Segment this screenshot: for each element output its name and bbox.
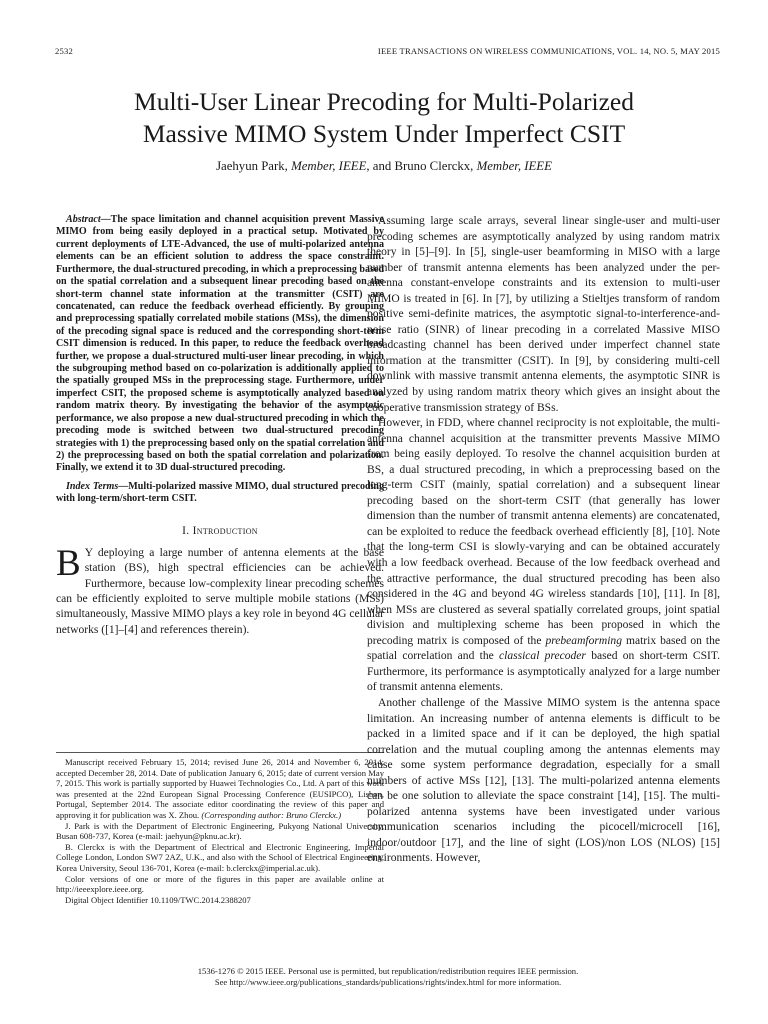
emphasis-prebeamforming: prebeamforming (545, 634, 622, 647)
index-terms-text: —Multi-polarized massive MIMO, dual structured precoding with long-term/short-term CSIT. (56, 480, 384, 505)
copyright-line-1: 1536-1276 © 2015 IEEE. Personal use is permitted, but republication/redistribution requires IEEE permission. (197, 966, 579, 976)
right-column (367, 214, 720, 867)
footnote-divider (56, 752, 384, 753)
footnote-park: J. Park is with the Department of Electronic Engineering, Pukyong National University, Busan 608-737, Korea (e-mail: jaehyun@pknu.ac.kr). (56, 820, 384, 842)
author-2-membership: Member, IEEE (476, 159, 552, 173)
section-heading (56, 525, 384, 537)
footnote-manuscript-text: Manuscript received February 15, 2014; revised June 26, 2014 and November 6, 2014; accepted December 28, 2014. Date of publication January 6, 2015; date of current version May 7, 2015. This work is partially supported by Huawei Technologies Co., Ltd. A part of this work was presented at the 22nd European Signal Processing Conference (EUSIPCO), Lisbon, Portugal, September 2014. The associate editor coordinating the review of this paper and approving it for publication was X. Zhou. (56, 757, 384, 820)
emphasis-classical-precoder: classical precoder (499, 650, 586, 663)
paragraph-2-part-1: However, in FDD, where channel reciprocity is not exploitable, the multi-antenna channel acquisition at the transmitter prevents Massive MIMO from being easily deployed. To resolve the channel acquisition burden at BS, a dual structured precoding, in which a preprocessing based on the long-term CSIT (mainly, spatial correlation) and a subsequent linear precoding based on the short-term CSIT (that generally has lower dimension than the number of transmit antenna elements) are concatenated, can be exploited to reduce the feedback overhead efficiently [8], [10]. Note that the long-term CSI is slowly-varying and can be obtained accurately with a low feedback overhead. Because of the low feedback overhead and the attractive performance, the dual structured precoding has been also considered in the 4G and beyond 4G wireless standards [10], [11]. In [8], when MSs are clustered as several spatially correlated groups, joint spatial division and multiplexing scheme has been proposed in which the precoding matrix is composed of the (367, 417, 720, 647)
title-line-2: Massive MIMO System Under Imperfect CSIT (142, 119, 626, 148)
intro-text: Y deploying a large number of antenna elements at the base station (BS), high spectral efficiencies can be achieved. Furthermore, because low-complexity linear precoding schemes can be efficiently exploited to serve multiple mobile stations (MSs) simultaneously, Massive MIMO plays a key role in beyond 4G cellular networks ([1]–[4] and references therein). (56, 546, 384, 636)
abstract (56, 214, 384, 475)
intro-paragraph (56, 542, 384, 638)
paper-title (40, 86, 728, 150)
journal-name: IEEE TRANSACTIONS ON WIRELESS COMMUNICATIONS, VOL. 14, NO. 5, MAY 2015 (377, 46, 720, 56)
footnote-corresponding: (Corresponding author: Bruno Clerckx.) (201, 809, 342, 820)
footnotes (56, 757, 384, 905)
copyright-line-2: See http://www.ieee.org/publications_standards/publications/rights/index.html for more information. (214, 977, 562, 988)
author-connector: , and Bruno Clerckx, (366, 159, 474, 173)
paragraph-2-part-3: based on short-term CSIT. Furthermore, its performance is asymptotically analyzed for a large number of transmit antenna elements. (367, 650, 720, 694)
section-title: Introduction (192, 524, 258, 537)
abstract-label: Abstract (66, 214, 101, 225)
copyright-notice (56, 966, 720, 988)
footnote-doi: Digital Object Identifier 10.1109/TWC.2014.2388207 (65, 894, 251, 905)
paragraph-2 (367, 416, 720, 696)
drop-cap: B (56, 542, 81, 584)
author-line (40, 159, 728, 174)
page-number: 2532 (55, 46, 73, 56)
footnote-clerckx: B. Clerckx is with the Department of Electrical and Electronic Engineering, Imperial College London, London SW7 2AZ, U.K., and also with the School of Electrical Engineering, Korea University, Seoul 136-701, Korea (e-mail: b.clerckx@imperial.ac.uk). (56, 841, 384, 873)
footnote-color: Color versions of one or more of the figures in this paper are available online at http://ieeexplore.ieee.org. (56, 873, 384, 895)
index-terms (56, 481, 384, 506)
left-column (56, 214, 384, 638)
section-number: I. (182, 524, 190, 537)
abstract-text: —The space limitation and channel acquisition prevent Massive MIMO from being easily deployed in a practical setup. Motivated by current deployments of LTE-Advanced, the use of multi-polarized antenna elements can be an efficient solution to address the space constraint. Furthermore, the dual-structured precoding, in which a preprocessing based on the spatial correlation and a subsequent linear precoding based on the short-term channel state information at the transmitter (CSIT) are concatenated, can reduce the feedback overhead efficiently. By grouping and preprocessing spatially correlated mobile stations (MSs), the dimension of the precoding signal space is reduced and the corresponding short-term CSIT dimension is reduced. In this paper, to reduce the feedback overhead further, we propose a dual-structured multi-user linear precoding, in which the subgrouping method based on co-polarization is additionally applied to the spatially grouped MSs in the preprocessing stage. Furthermore, under imperfect CSIT, the proposed scheme is asymptotically analyzed based on random matrix theory. By investigating the behavior of the asymptotic performance, we also propose a new dual-structured precoding in which the precoding mode is switched between two dual-structured precoding strategies with 1) the preprocessing based only on the spatial correlation and 2) the preprocessing based on both the spatial correlation and polarization. Finally, we extend it to 3D dual-structured precoding. (56, 214, 384, 474)
author-1-membership: Member, IEEE (291, 159, 367, 173)
title-line-1: Multi-User Linear Precoding for Multi-Polarized (134, 87, 634, 116)
index-terms-label: Index Terms (66, 480, 119, 492)
footnote-manuscript (56, 757, 384, 821)
author-1: Jaehyun Park, (216, 159, 288, 173)
paragraph-3: Another challenge of the Massive MIMO system is the antenna space limitation. An increasing number of antenna elements is difficult to be packed in a limited space and if it can be deployed, the high spatial correlation and the mutual coupling among the antennas elements may cause some system performance degradation, especially for a small numbers of active MSs [12], [13]. The multi-polarized antenna elements can be one solution to alleviate the space constraint [14], [15]. The multi-polarized antenna systems have been investigated under various communication scenarios including the picocell/microcell [16], indoor/outdoor [17], and the line of sight (LOS)/non LOS (NLOS) [15] environments. However, (367, 696, 720, 865)
paragraph-1: Assuming large scale arrays, several linear single-user and multi-user precoding schemes are asymptotically analyzed by using random matrix theory in [5]–[9]. In [5], single-user beamforming in MISO with a large number of transmit antenna elements has been analyzed under the per-antenna constant-envelope constraints and its extension to multi-user MIMO is treated in [6]. In [7], by utilizing a Stieltjes transform of random positive semi-definite matrices, the asymptotic signal-to-interference-and-noise ratio (SINR) of linear precoding in a correlated Massive MISO broadcasting channel has been derived under imperfect channel state information at the transmitter (CSIT). In [9], by considering multi-cell downlink with massive transmit antenna elements, the asymptotic SINR is analyzed by using random matrix theory which gives an insight about the cooperative transmission strategy of BSs. (367, 215, 720, 414)
paragraph-2-part-2: matrix based on the spatial correlation and the (367, 634, 720, 663)
